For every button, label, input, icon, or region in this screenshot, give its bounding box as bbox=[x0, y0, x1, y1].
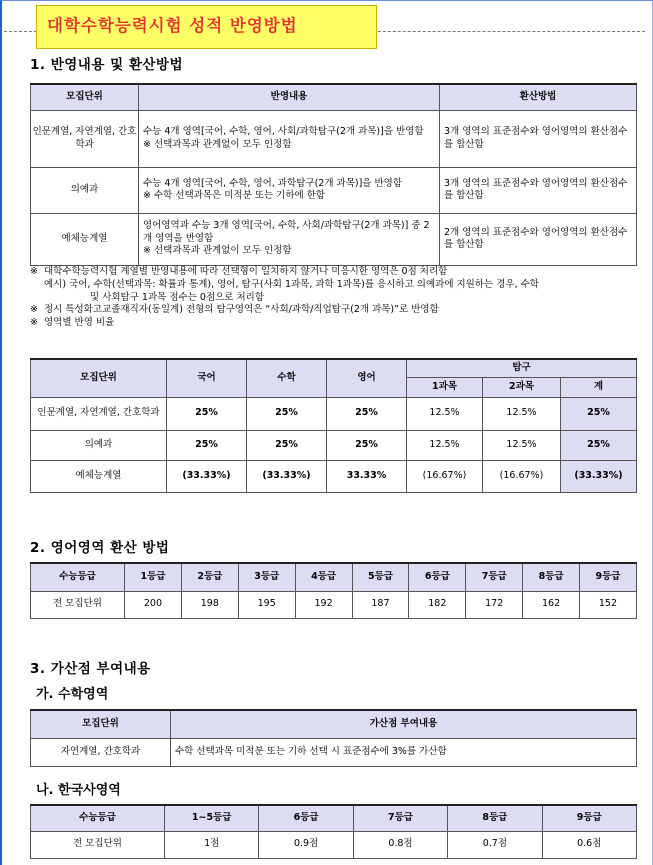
row-unit: 예체능계열 bbox=[31, 213, 139, 265]
table-row bbox=[31, 213, 637, 265]
table-row bbox=[31, 738, 637, 766]
ratio-cell: (16.67%) bbox=[483, 460, 561, 492]
ratio-header-korean: 국어 bbox=[167, 359, 247, 397]
col-header-content: 반영내용 bbox=[139, 84, 440, 110]
history-header: 8등급 bbox=[448, 805, 542, 831]
math-bonus-table bbox=[30, 709, 637, 767]
note-3: ※ 정시 특성화고교졸재직자(동일계) 전형의 탐구영역은 “사회/과학/직업탐구(2개 과목)”로 반영함 bbox=[30, 304, 439, 316]
english-header: 8등급 bbox=[523, 563, 580, 591]
content-note: ※ 선택과목과 관계없이 모두 인정함 bbox=[143, 245, 292, 257]
ratio-cell: 25% bbox=[327, 430, 407, 460]
english-cell: 200 bbox=[125, 591, 182, 618]
ratio-header-total: 계 bbox=[561, 377, 637, 397]
col-header-unit: 모집단위 bbox=[31, 84, 139, 110]
table-row bbox=[31, 167, 637, 213]
ratio-cell: (33.33%) bbox=[247, 460, 327, 492]
section2-heading: 2. 영어영역 환산 방법 bbox=[30, 540, 170, 556]
english-header: 수능등급 bbox=[31, 563, 125, 591]
row-content bbox=[139, 213, 440, 265]
ratio-unit: 의예과 bbox=[31, 430, 167, 460]
history-header: 7등급 bbox=[353, 805, 447, 831]
english-cell: 172 bbox=[466, 591, 523, 618]
ratio-header-english: 영어 bbox=[327, 359, 407, 397]
english-header: 1등급 bbox=[125, 563, 182, 591]
history-cell: 0.9점 bbox=[259, 831, 353, 858]
english-table bbox=[30, 562, 637, 619]
subsection-math-heading: 가. 수학영역 bbox=[36, 687, 109, 702]
ratio-cell: 12.5% bbox=[483, 397, 561, 430]
english-header: 6등급 bbox=[409, 563, 466, 591]
ratio-cell: 33.33% bbox=[327, 460, 407, 492]
notes-block bbox=[30, 266, 640, 330]
history-cell: 1점 bbox=[165, 831, 259, 858]
math-bonus-header-unit: 모집단위 bbox=[31, 710, 171, 738]
english-header: 5등급 bbox=[352, 563, 409, 591]
ratio-cell: 25% bbox=[167, 430, 247, 460]
ratio-cell: 12.5% bbox=[407, 397, 483, 430]
ratio-header-inquiry-1: 1과목 bbox=[407, 377, 483, 397]
english-header: 9등급 bbox=[580, 563, 637, 591]
ratio-total-cell: (33.33%) bbox=[561, 460, 637, 492]
table-row bbox=[31, 591, 637, 618]
history-cell: 0.8점 bbox=[353, 831, 447, 858]
english-cell: 152 bbox=[580, 591, 637, 618]
english-cell: 187 bbox=[352, 591, 409, 618]
page-title: 대학수학능력시험 성적 반영방법 bbox=[47, 16, 298, 35]
ratio-unit: 인문계열, 자연계열, 간호학과 bbox=[31, 397, 167, 430]
table-row bbox=[31, 110, 637, 167]
table-row bbox=[31, 397, 637, 430]
ratio-total-cell: 25% bbox=[561, 430, 637, 460]
ratio-cell: 12.5% bbox=[483, 430, 561, 460]
content-note: ※ 수학 선택과목은 미적분 또는 기하에 한함 bbox=[143, 190, 326, 201]
english-header: 3등급 bbox=[238, 563, 295, 591]
english-cell: 162 bbox=[523, 591, 580, 618]
content-note: ※ 선택과목과 관계없이 모두 인정함 bbox=[143, 138, 292, 150]
content-line: 영어영역과 수능 3개 영역[국어, 수학, 사회/과학탐구(2개 과목)] 중 2개 영역을 반영함 bbox=[143, 220, 430, 244]
row-content bbox=[139, 110, 440, 167]
ratio-cell: (16.67%) bbox=[407, 460, 483, 492]
note-example-cont: 및 사회탐구 1과목 점수는 0점으로 처리함 bbox=[90, 291, 265, 303]
history-header: 수능등급 bbox=[31, 805, 165, 831]
row-content bbox=[139, 167, 440, 213]
col-header-method: 환산방법 bbox=[440, 84, 637, 110]
history-cell: 0.7점 bbox=[448, 831, 542, 858]
history-header: 9등급 bbox=[542, 805, 636, 831]
math-bonus-unit: 자연계열, 간호학과 bbox=[31, 738, 171, 766]
ratio-cell: (33.33%) bbox=[167, 460, 247, 492]
subsection-history-heading: 나. 한국사영역 bbox=[36, 783, 121, 798]
content-line: 수능 4개 영역[국어, 수학, 영어, 과학탐구(2개 과목)]을 반영함 bbox=[143, 177, 403, 189]
math-bonus-header-content: 가산점 부여내용 bbox=[171, 710, 637, 738]
reflection-table bbox=[30, 83, 637, 266]
title-box bbox=[36, 5, 377, 49]
history-table bbox=[30, 804, 637, 859]
table-row bbox=[31, 430, 637, 460]
row-unit: 인문계열, 자연계열, 간호학과 bbox=[31, 110, 139, 167]
english-cell: 182 bbox=[409, 591, 466, 618]
table-row bbox=[31, 831, 637, 858]
ratio-table bbox=[30, 358, 637, 493]
english-cell: 192 bbox=[295, 591, 352, 618]
english-header: 4등급 bbox=[295, 563, 352, 591]
row-method: 3개 영역의 표준점수와 영어영역의 환산점수를 합산함 bbox=[440, 110, 637, 167]
ratio-header-unit: 모집단위 bbox=[31, 359, 167, 397]
english-header: 7등급 bbox=[466, 563, 523, 591]
note-4: ※ 영역별 반영 비율 bbox=[30, 317, 115, 329]
table-row bbox=[31, 460, 637, 492]
ratio-header-inquiry-2: 2과목 bbox=[483, 377, 561, 397]
note-example: 예시) 국어, 수학(선택과목: 확률과 통계), 영어, 탐구(사회 1과목, 과학 1과목)를 응시하고 의예과에 지원하는 경우, 수학 bbox=[44, 278, 539, 290]
ratio-header-inquiry: 탐구 bbox=[407, 359, 637, 377]
history-header: 6등급 bbox=[259, 805, 353, 831]
ratio-cell: 25% bbox=[167, 397, 247, 430]
ratio-unit: 예체능계열 bbox=[31, 460, 167, 492]
ratio-total-cell: 25% bbox=[561, 397, 637, 430]
row-unit: 의예과 bbox=[31, 167, 139, 213]
ratio-cell: 25% bbox=[247, 397, 327, 430]
row-method: 3개 영역의 표준점수와 영어영역의 환산점수를 합산함 bbox=[440, 167, 637, 213]
section3-heading: 3. 가산점 부여내용 bbox=[30, 661, 151, 677]
section1-heading: 1. 반영내용 및 환산방법 bbox=[30, 57, 183, 73]
ratio-cell: 12.5% bbox=[407, 430, 483, 460]
ratio-header-math: 수학 bbox=[247, 359, 327, 397]
english-cell: 195 bbox=[238, 591, 295, 618]
math-bonus-content: 수학 선택과목 미적분 또는 기하 선택 시 표준점수에 3%를 가산함 bbox=[171, 738, 637, 766]
history-cell: 0.6점 bbox=[542, 831, 636, 858]
history-header: 1~5등급 bbox=[165, 805, 259, 831]
note-1: ※ 대학수학능력시험 계열별 반영내용에 따라 선택형이 일치하지 않거나 미응시한 영역은 0점 처리함 bbox=[30, 266, 448, 277]
content-line: 수능 4개 영역[국어, 수학, 영어, 사회/과학탐구(2개 과목)]을 반영함 bbox=[143, 126, 424, 138]
row-method: 2개 영역의 표준점수와 영어영역의 환산점수를 합산함 bbox=[440, 213, 637, 265]
english-header: 2등급 bbox=[181, 563, 238, 591]
history-cell: 전 모집단위 bbox=[31, 831, 165, 858]
english-cell: 전 모집단위 bbox=[31, 591, 125, 618]
ratio-cell: 25% bbox=[247, 430, 327, 460]
english-cell: 198 bbox=[181, 591, 238, 618]
ratio-cell: 25% bbox=[327, 397, 407, 430]
